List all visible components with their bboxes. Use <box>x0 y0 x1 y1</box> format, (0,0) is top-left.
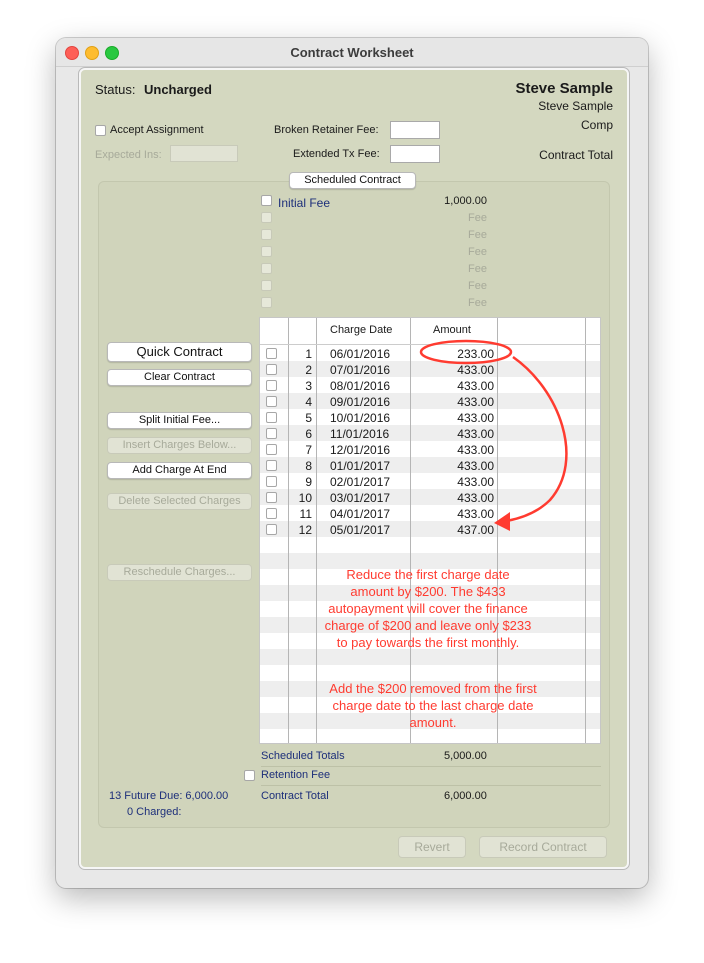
revert-button[interactable]: Revert <box>398 836 466 858</box>
row-charge-date: 02/01/2017 <box>330 475 391 489</box>
row-charge-date: 08/01/2016 <box>330 379 391 393</box>
patient-name: Steve Sample <box>538 99 613 113</box>
row-number: 11 <box>299 507 312 521</box>
contract-total-label: Contract Total <box>261 790 329 802</box>
extended-tx-fee-label: Extended Tx Fee: <box>293 148 380 160</box>
window-title: Contract Worksheet <box>290 45 414 60</box>
expected-ins-label: Expected Ins: <box>95 149 162 161</box>
annotation-arrow <box>500 357 566 522</box>
row-amount: 433.00 <box>457 411 494 425</box>
fee-placeholder: Fee <box>468 297 487 309</box>
row-charge-date: 11/01/2016 <box>330 427 390 441</box>
row-charge-date: 01/01/2017 <box>330 459 391 473</box>
row-amount: 433.00 <box>457 475 494 489</box>
row-amount: 433.00 <box>457 395 494 409</box>
add-charge-at-end-button[interactable]: Add Charge At End <box>107 462 252 479</box>
comp-label: Comp <box>580 118 613 132</box>
row-charge-date: 10/01/2016 <box>330 411 391 425</box>
row-charge-date: 04/01/2017 <box>330 507 391 521</box>
scheduled-contract-tab[interactable]: Scheduled Contract <box>289 172 416 189</box>
row-number: 5 <box>305 411 312 425</box>
row-amount: 437.00 <box>457 523 494 537</box>
annotation-note-1: Reduce the first charge date amount by $200. The $433 autopayment will cover the finance charge of $200 and leave only $233 to pay towards the first monthly. <box>324 567 532 650</box>
fee-placeholder: Fee <box>468 263 487 275</box>
row-charge-date: 03/01/2017 <box>330 491 391 505</box>
row-amount: 233.00 <box>457 347 494 361</box>
row-number: 8 <box>305 459 312 473</box>
retention-fee-label: Retention Fee <box>261 769 331 781</box>
fee-placeholder: Fee <box>468 229 487 241</box>
split-initial-fee-button[interactable]: Split Initial Fee... <box>107 412 252 429</box>
row-charge-date: 05/01/2017 <box>330 523 391 537</box>
record-contract-button[interactable]: Record Contract <box>479 836 607 858</box>
row-number: 4 <box>305 395 312 409</box>
quick-contract-button[interactable]: Quick Contract <box>107 342 252 362</box>
fee-label: Initial Fee <box>278 196 331 210</box>
arrow-head-icon <box>494 512 510 531</box>
status-label: Status: <box>95 82 136 97</box>
fee-placeholder: Fee <box>468 246 487 258</box>
row-number: 3 <box>305 379 312 393</box>
row-amount: 433.00 <box>457 507 494 521</box>
accept-assignment-label: Accept Assignment <box>110 124 204 136</box>
row-amount: 433.00 <box>457 363 494 377</box>
row-number: 10 <box>298 491 312 505</box>
highlight-ellipse <box>421 341 511 363</box>
row-charge-date: 07/01/2016 <box>330 363 391 377</box>
contract-total-header: Contract Total <box>539 148 613 162</box>
patient-name-bold: Steve Sample <box>515 80 613 97</box>
row-charge-date: 12/01/2016 <box>330 443 391 457</box>
row-number: 12 <box>298 523 312 537</box>
contract-total-value: 6,000.00 <box>444 790 487 802</box>
charged-summary: 0 Charged: <box>127 806 182 818</box>
broken-retainer-fee-label: Broken Retainer Fee: <box>274 124 379 136</box>
status-value: Uncharged <box>144 82 212 97</box>
row-number: 1 <box>305 347 312 361</box>
row-charge-date: 06/01/2016 <box>330 347 391 361</box>
charge-date-column-header[interactable]: Charge Date <box>330 324 393 336</box>
row-number: 6 <box>305 427 312 441</box>
fee-amount: 1,000.00 <box>444 195 487 207</box>
row-number: 2 <box>305 363 312 377</box>
amount-column-header[interactable]: Amount <box>433 324 471 336</box>
row-amount: 433.00 <box>457 459 494 473</box>
row-amount: 433.00 <box>457 443 494 457</box>
row-number: 7 <box>305 443 312 457</box>
scheduled-totals-label: Scheduled Totals <box>261 750 345 762</box>
row-amount: 433.00 <box>457 379 494 393</box>
row-amount: 433.00 <box>457 491 494 505</box>
fee-placeholder: Fee <box>468 280 487 292</box>
insert-charges-below-button[interactable]: Insert Charges Below... <box>107 437 252 454</box>
future-due-summary: 13 Future Due: 6,000.00 <box>109 790 229 802</box>
row-amount: 433.00 <box>457 427 494 441</box>
reschedule-charges-button[interactable]: Reschedule Charges... <box>107 564 252 581</box>
annotation-note-2: Add the $200 removed from the first charge date to the last charge date amount. <box>329 681 537 730</box>
row-number: 9 <box>305 475 312 489</box>
scheduled-totals-value: 5,000.00 <box>444 750 487 762</box>
delete-selected-charges-button[interactable]: Delete Selected Charges <box>107 493 252 510</box>
fee-placeholder: Fee <box>468 212 487 224</box>
clear-contract-button[interactable]: Clear Contract <box>107 369 252 386</box>
row-charge-date: 09/01/2016 <box>330 395 391 409</box>
